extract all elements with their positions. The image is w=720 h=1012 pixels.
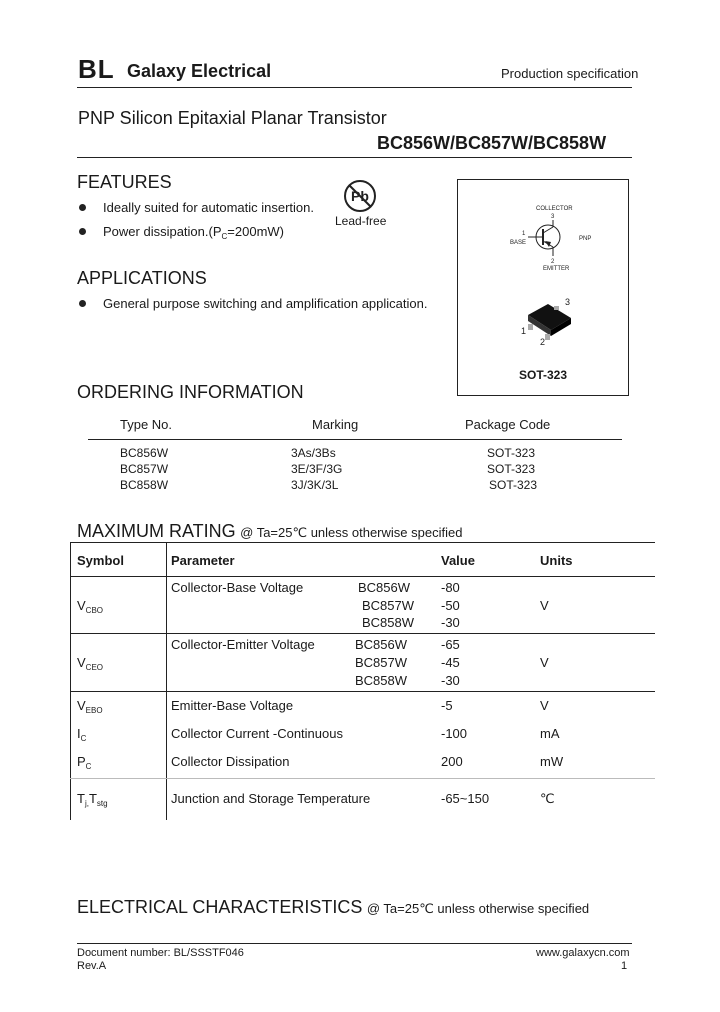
value-cell: -5 (441, 698, 453, 713)
value-cell: -30 (441, 673, 460, 688)
unit-cell: mA (540, 726, 560, 741)
unit-cell: V (540, 598, 549, 613)
part-label: BC856W (355, 637, 408, 652)
lead-free-icon (338, 176, 382, 216)
part-label: BC858W (355, 673, 408, 688)
symbol-vcbo: $V_{CBO}$ (77, 598, 104, 615)
emitter-label: EMITTER (543, 266, 570, 272)
base-pin: 1 (522, 231, 526, 237)
ordering-package: SOT-323 (487, 446, 536, 460)
col-parameter-header: Parameter (171, 553, 235, 568)
value-cell: -65 (441, 637, 460, 652)
feature-item: Ideally suited for automatic insertion. (103, 200, 314, 215)
ordering-type: BC857W (120, 462, 169, 476)
max-rating-condition: @ Ta=25℃ unless otherwise specified (240, 525, 463, 540)
ordering-type: BC858W (120, 478, 169, 492)
symbol-ic: $I_C$ (77, 726, 87, 743)
electrical-condition: @ Ta=25℃ unless otherwise specified (366, 901, 590, 916)
collector-pin: 3 (551, 214, 555, 220)
value-cell: -50 (441, 598, 460, 613)
ordering-marking: 3As/3Bs (291, 446, 336, 460)
symbol-vebo: $V_{EBO}$ (77, 698, 103, 715)
document-number: Document number: BL/SSSTF046 (77, 947, 244, 959)
unit-cell: V (540, 655, 549, 670)
value-cell: -100 (441, 726, 468, 741)
symbol-tj-tstg: $T_{j,}T_{stg}$ (77, 791, 108, 808)
features-heading: FEATURES (77, 172, 172, 192)
value-cell: -80 (441, 580, 460, 595)
page-number: 1 (621, 960, 628, 972)
bullet-icon (79, 300, 86, 307)
ordering-package: SOT-323 (487, 462, 536, 476)
ordering-marking: 3J/3K/3L (291, 478, 339, 492)
application-item: General purpose switching and amplification application. (103, 296, 428, 311)
part-label: BC858W (362, 615, 415, 630)
value-cell: 200 (441, 754, 463, 769)
ordering-heading: ORDERING INFORMATION (77, 382, 304, 402)
value-cell: -65~150 (441, 791, 490, 806)
param-vceo: Collector-Emitter Voltage (171, 637, 315, 652)
symbol-vceo: $V_{CEO}$ (77, 655, 104, 672)
package-pin-2: 2 (540, 337, 546, 347)
unit-cell: V (540, 698, 549, 713)
col-type-header: Type No. (120, 417, 173, 432)
col-units-header: Units (540, 553, 573, 568)
website-link[interactable]: www.galaxycn.com (536, 947, 630, 959)
bullet-icon (79, 228, 86, 235)
title-divider (77, 157, 632, 158)
ordering-package: SOT-323 (489, 478, 538, 492)
col-marking-header: Marking (312, 417, 359, 432)
feature-item: Power $dissipation.(P_C=200mW)$ (103, 224, 284, 241)
bullet-icon (79, 204, 86, 211)
collector-label: COLLECTOR (536, 206, 573, 212)
revision: Rev.A (77, 960, 107, 972)
package-diagram-panel (457, 179, 629, 396)
symbol-pc: $P_C$ (77, 754, 92, 771)
package-pin-1: 1 (521, 326, 527, 336)
value-cell: -30 (441, 615, 460, 630)
electrical-heading: ELECTRICAL CHARACTERISTICS @ Ta=25℃ unless otherwise specified (77, 897, 590, 917)
ordering-type: BC856W (120, 446, 169, 460)
param-ic: Collector Current -Continuous (171, 726, 343, 741)
lead-free-label: Lead-free (335, 214, 387, 228)
col-value-header: Value (441, 553, 475, 568)
param-tj-tstg: Junction and Storage Temperature (171, 791, 371, 806)
unit-cell: mW (540, 754, 564, 769)
page-title: PNP Silicon Epitaxial Planar Transistor (78, 108, 387, 128)
package-name: SOT-323 (518, 368, 568, 382)
param-pc: Collector Dissipation (171, 754, 290, 769)
header-divider (77, 87, 632, 88)
max-rating-heading: MAXIMUM RATING @ Ta=25℃ unless otherwise specified (77, 521, 463, 541)
part-label: BC856W (358, 580, 411, 595)
emitter-pin: 2 (551, 259, 555, 265)
spec-label: Production specification (501, 66, 639, 81)
ordering-divider (88, 439, 622, 440)
unit-cell: ℃ (540, 791, 555, 806)
param-vcbo: Collector-Base Voltage (171, 580, 304, 595)
company-name: Galaxy Electrical (127, 61, 272, 81)
value-cell: -45 (441, 655, 460, 670)
polarity-label: PNP (579, 236, 592, 242)
lead-free-symbol: Pb (351, 188, 369, 204)
part-label: BC857W (362, 598, 415, 613)
applications-heading: APPLICATIONS (77, 268, 207, 288)
package-pin-3: 3 (565, 297, 571, 307)
transistor-symbol (458, 180, 628, 395)
part-label: BC857W (355, 655, 408, 670)
base-label: BASE (510, 240, 527, 246)
footer-divider (77, 943, 632, 944)
company-logo: BL (78, 54, 115, 84)
param-vebo: Emitter-Base Voltage (171, 698, 294, 713)
part-numbers: BC856W/BC857W/BC858W (377, 133, 607, 153)
col-symbol-header: Symbol (77, 553, 124, 568)
col-package-header: Package Code (465, 417, 551, 432)
ordering-marking: 3E/3F/3G (291, 462, 343, 476)
